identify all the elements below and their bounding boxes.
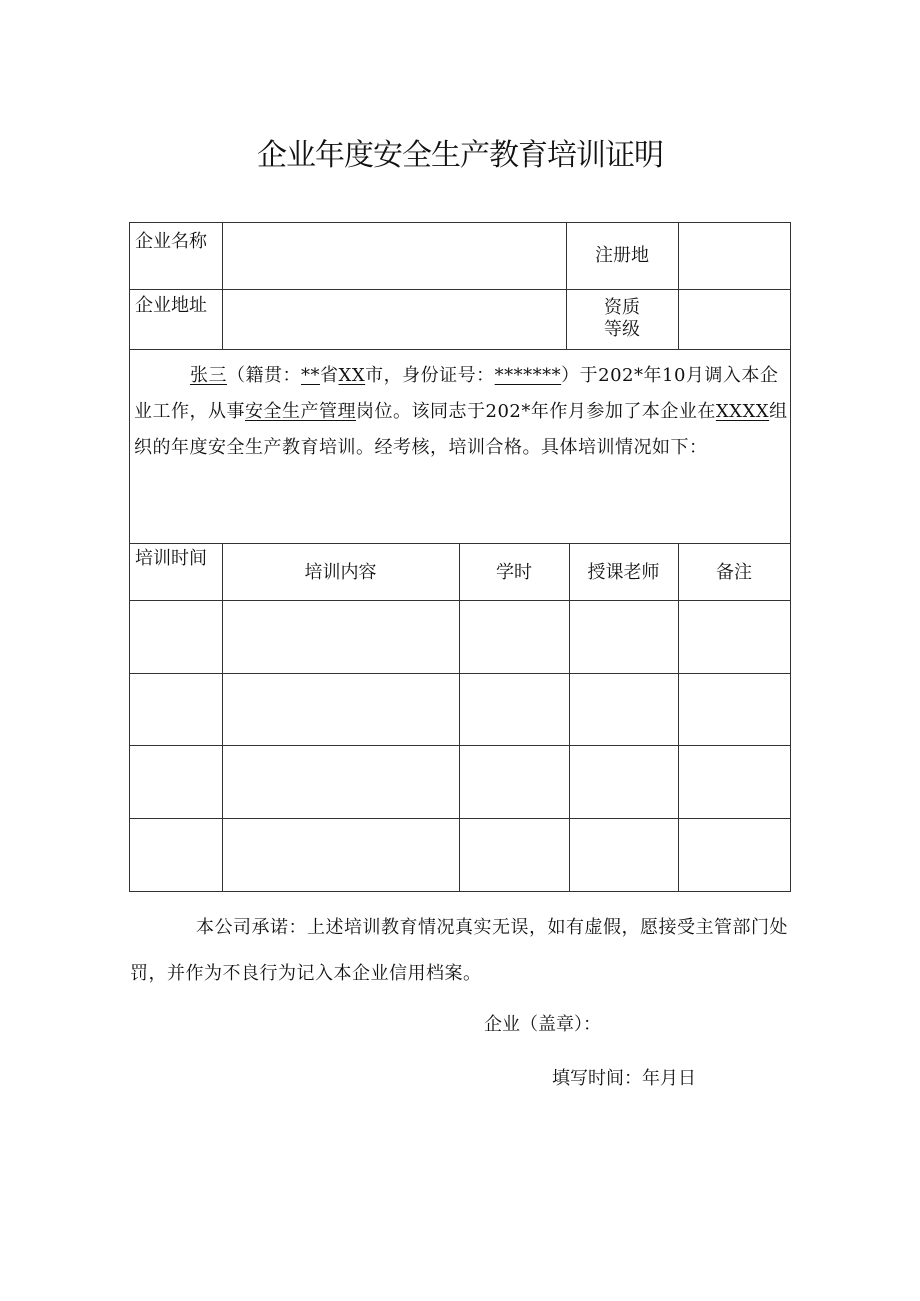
statement-text: 省 xyxy=(320,365,339,386)
company-name-label: 企业名称 xyxy=(135,231,207,252)
header-training-content: 培训内容 xyxy=(304,562,377,583)
header-training-time: 培训时间 xyxy=(135,548,207,569)
statement-text: 市，身份证号： xyxy=(365,365,495,386)
id-number: ******* xyxy=(494,365,562,386)
divider xyxy=(569,543,570,891)
company-address-label: 企业地址 xyxy=(135,295,207,316)
page-title: 企业年度安全生产教育培训证明 xyxy=(257,138,663,173)
divider xyxy=(130,289,790,290)
statement-text: 岗位。该同志于202*年作月参加了本企业在 xyxy=(356,401,716,422)
native-province: ** xyxy=(301,365,320,386)
divider xyxy=(130,349,790,350)
divider xyxy=(222,543,223,891)
statement-paragraph xyxy=(134,358,790,466)
divider xyxy=(130,600,790,601)
header-remarks: 备注 xyxy=(716,562,752,583)
header-teacher: 授课老师 xyxy=(587,562,660,583)
divider xyxy=(130,543,790,544)
registered-place-label: 注册地 xyxy=(595,245,649,266)
divider xyxy=(459,543,460,891)
statement-text: （籍贯： xyxy=(227,365,301,386)
company-seal-label: 企业（盖章）： xyxy=(484,1014,601,1035)
divider xyxy=(222,223,223,349)
divider xyxy=(130,673,790,674)
divider xyxy=(678,223,679,349)
divider xyxy=(678,543,679,891)
employee-name: 张三 xyxy=(190,365,227,386)
post-name: 安全生产管理 xyxy=(245,401,356,422)
training-organizer: XXXX xyxy=(715,401,770,422)
divider xyxy=(130,818,790,819)
divider xyxy=(130,745,790,746)
statement-text: 组织的年度安全生产教育培训。经考核，培训合格。具体培训情况如下： xyxy=(134,401,788,458)
statement-text: ）于202*年10月调入本企业工作，从事 xyxy=(134,365,779,422)
commitment-paragraph: 本公司承诺：上述培训教育情况真实无误，如有虚假，愿接受主管部门处罚，并作为不良行为记入本企业信用档案。 xyxy=(130,917,788,984)
fill-date-label: 填写时间：年月日 xyxy=(552,1068,696,1089)
certificate-table xyxy=(129,222,791,892)
native-city: XX xyxy=(338,365,366,386)
header-hours: 学时 xyxy=(496,562,532,583)
qualification-label-line1: 资质 xyxy=(604,297,640,318)
qualification-label-line2: 等级 xyxy=(604,319,640,340)
qualification-label xyxy=(566,297,678,341)
